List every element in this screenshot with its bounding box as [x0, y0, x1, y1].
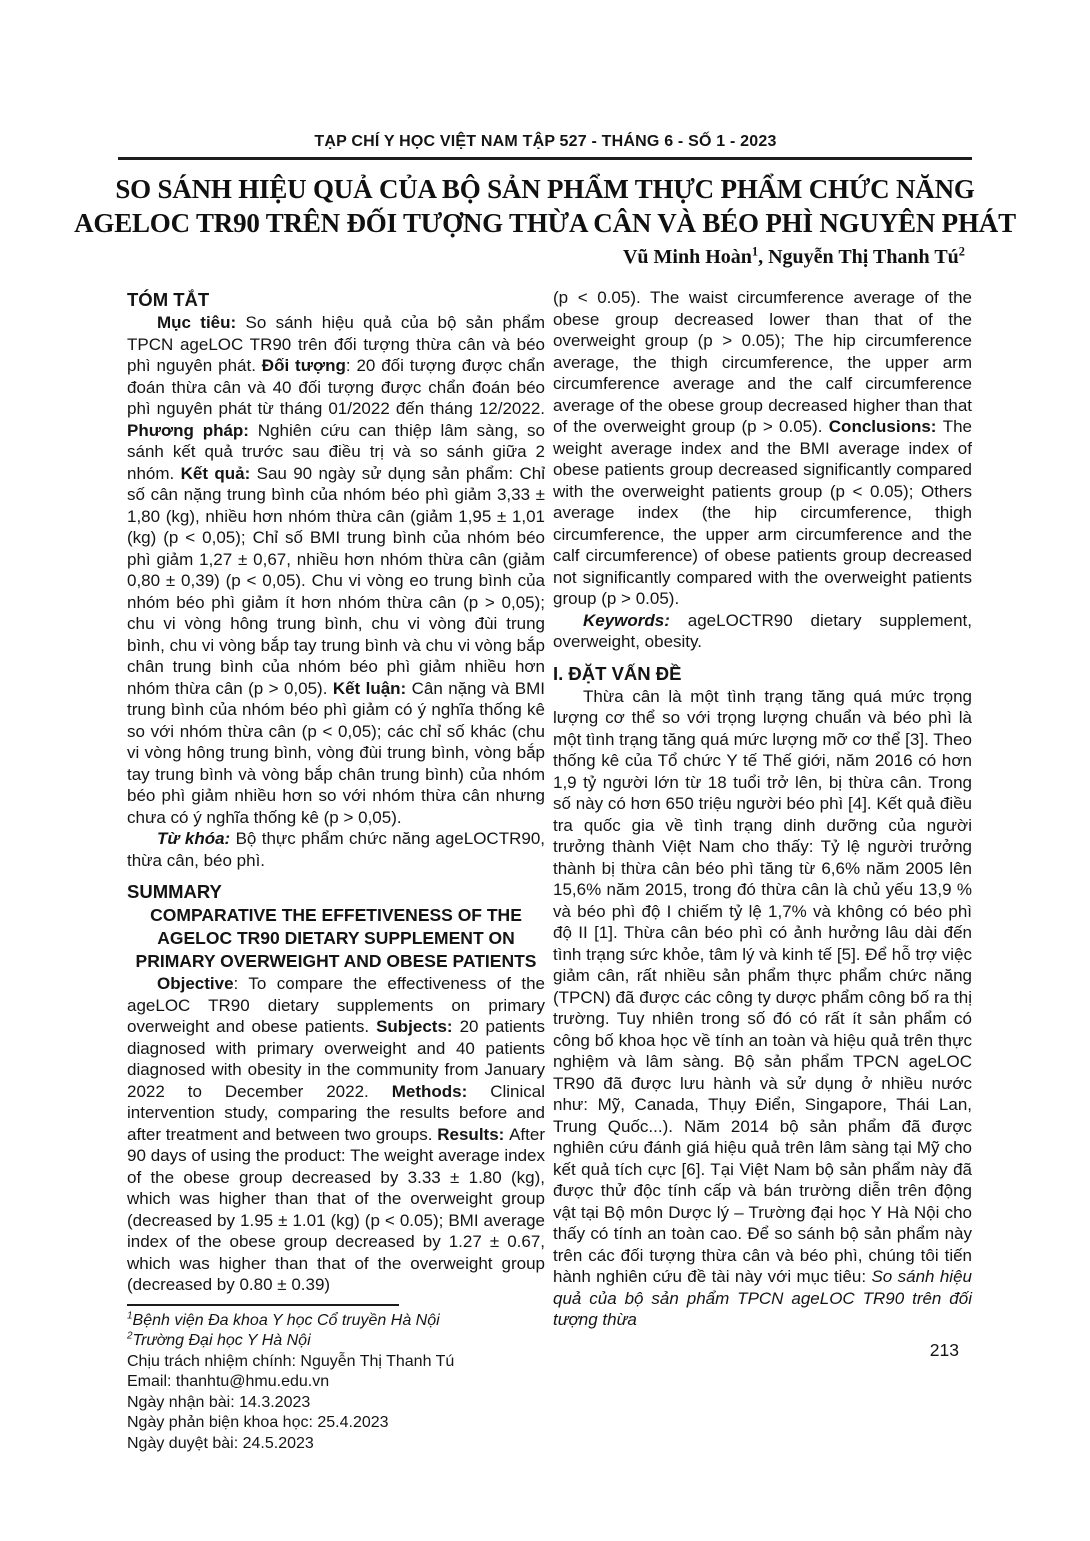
right-column	[553, 287, 972, 1331]
english-keywords-paragraph: Keywords: ageLOCTR90 dietary supplement, overweight, obesity.	[553, 610, 972, 651]
footnote-affiliation-2: $^2$Trường Đại học Y Hà Nội	[127, 1330, 311, 1349]
footnote-received-date: Ngày nhận bài: 14.3.2023	[127, 1393, 311, 1411]
summary-paragraph: Objective: To compare the effectiveness of the ageLOC TR90 dietary supplements on primary overweight and obese patients. Subjects: 20 patients diagnosed with primary overweight and 40 patients diagnosed with obesity in the community from January 2022 to December 2022. Methods: Clinical intervention study, comparing the results before and after treatment and between two groups. Results: After 90 days of using the product: The weight average index of the obese group decreased by 3.33 ± 1.80 (kg), which was higher than that of the overweight group (decreased by 1.95 ± 1.01 (kg) (p < 0.05); BMI average index of the obese group decreased by 1.27 ± 0.67, which was higher than that of the overweight group (decreased by 0.80 ± 0.39)	[127, 974, 545, 1294]
footnote-accepted-date: Ngày duyệt bài: 24.5.2023	[127, 1434, 314, 1452]
footnote-block	[127, 1304, 545, 1455]
page-number: 213	[929, 1340, 959, 1360]
footnote-divider	[127, 1304, 399, 1306]
article-title-line-1: SO SÁNH HIỆU QUẢ CỦA BỘ SẢN PHẨM THỰC PHẨM CHỨC NĂNG	[115, 174, 975, 204]
introduction-heading: I. ĐẶT VẤN ĐỀ	[553, 662, 682, 684]
footnote-email: Email: thanhtu@hmu.edu.vn	[127, 1373, 330, 1390]
footnote-affiliation-1: $^1$Bệnh viện Đa khoa Y học Cổ truyền Hà Nội	[127, 1310, 440, 1329]
abstract-paragraph: Mục tiêu: So sánh hiệu quả của bộ sản phẩm TPCN ageLOC TR90 trên đối tượng thừa cân và béo phì nguyên phát. Đối tượng: 20 đối tượng được chẩn đoán thừa cân và 40 đối tượng được chẩn đoán béo phì nguyên phát từ tháng 01/2022 đến tháng 12/2022. Phương pháp: Nghiên cứu can thiệp lâm sàng, so sánh kết quả trước sau điều trị và so sánh giữa 2 nhóm. Kết quả: Sau 90 ngày sử dụng sản phẩm: Chỉ số cân nặng trung bình của nhóm béo phì giảm 3,33 ± 1,80 (kg), nhiều hơn nhóm thừa cân (giảm 1,95 ± 1,01 (kg) (p < 0,05); Chỉ số BMI trung bình của nhóm béo phì giảm 1,27 ± 0,67, nhiều hơn nhóm thừa cân (giảm 0,80 ± 0,39) (p < 0,05). Chu vi vòng eo trung bình của nhóm béo phì giảm ít hơn nhóm thừa cân (p > 0,05); chu vi vòng hông trung bình, chu vi vòng đùi trung bình, chu vi vòng bắp tay trung bình và chu vi vòng bắp chân trung bình của nhóm béo phì giảm nhiều hơn nhóm thừa cân (p > 0,05). Kết luận: Cân nặng và BMI trung bình của nhóm béo phì giảm có ý nghĩa thống kê so với nhóm thừa cân (p < 0,05); các chỉ số khác (chu vi vòng hông trung bình, vòng đùi trung bình, vòng bắp tay trung bình và vòng bắp chân trung bình) của nhóm béo phì giảm nhiều hơn so với nhóm thừa cân nhưng chưa có ý nghĩa thống kê (p > 0,05).	[127, 313, 545, 827]
footnote-review-date: Ngày phản biện khoa học: 25.4.2023	[127, 1414, 389, 1431]
abstract-keywords: Từ khóa: Bộ thực phẩm chức năng ageLOCTR90, thừa cân, béo phì.	[127, 829, 545, 870]
journal-header: TẠP CHÍ Y HỌC VIỆT NAM TẬP 527 - THÁNG 6 - SỐ 1 - 2023	[314, 133, 777, 150]
left-column	[127, 287, 545, 1454]
article-title-line-2: AGELOC TR90 TRÊN ĐỐI TƯỢNG THỪA CÂN VÀ BÉO PHÌ NGUYÊN PHÁT	[74, 208, 1016, 238]
summary-heading: SUMMARY	[127, 881, 222, 902]
article-title	[60, 172, 1030, 240]
abstract-heading: TÓM TẮT	[127, 289, 210, 310]
summary-continuation-paragraph: (p < 0.05). The waist circumference average of the obese group decreased lower than that of the overweight group (p > 0.05); The hip circumference average, the thigh circumference, the upper arm circumference average and the calf circumference average of the obese group decreased higher than that of the overweight group (p > 0.05). Conclusions: The weight average index and the BMI average index of obese patients group decreased significantly compared with the overweight patients group (p < 0.05); Others average index (the hip circumference, thigh circumference, the upper arm circumference and the calf circumference) of obese patients group decreased not significantly compared with the overweight patients group (p > 0.05).	[553, 288, 972, 608]
introduction-paragraph: Thừa cân là một tình trạng tăng quá mức trọng lượng cơ thể so với trọng lượng chuẩn và béo phì là một tình trạng tăng quá mức lượng mỡ cơ thể [3]. Theo thống kê của Tổ chức Y tế Thế giới, năm 2016 có hơn 1,9 tỷ người lớn từ 18 tuổi trở lên, bị thừa cân. Trong số này có hơn 650 triệu người béo phì [4]. Kết quả điều tra quốc gia về tình trạng dinh dưỡng của người trưởng thành Việt Nam cho thấy: Tỷ lệ người trưởng thành bị thừa cân béo phì tăng từ 6,6% năm 2005 lên 15,6% năm 2015, trong đó thừa cân là chủ yếu 13,9 % và béo phì độ I chiếm tỷ lệ 1,7% và không có béo phì độ II [1]. Thừa cân béo phì có ảnh hưởng lâu dài đến tình trạng sức khỏe, tâm lý và kinh tế [5]. Để hỗ trợ việc giảm cân, rất nhiều sản phẩm thực phẩm chức năng (TPCN) đã được các công ty dược phẩm công bố ra thị trường. Tuy nhiên trong số đó có rất ít sản phẩm có công bố khoa học về tính an toàn và hiệu quả trên thực nghiệm và lâm sàng. Bộ sản phẩm TPCN ageLOC TR90 đã được lưu hành và sử dụng ở nhiều nước như: Mỹ, Canada, Thụy Điển, Singapore, Thái Lan, Trung Quốc...). Năm 2014 bộ sản phẩm đã được nghiên cứu đánh giá hiệu quả trên lâm sàng tại Mỹ cho kết quả tích cực [6]. Tại Việt Nam bộ sản phẩm này đã được thử độc tính cấp và bán trường diễn trên động vật tại Bộ môn Dược lý – Trường đại học Y Hà Nội cho thấy có tính an toàn cao. Để so sánh bộ sản phẩm này trên các đối tượng thừa cân và béo phì, chúng tôi tiến hành nghiên cứu đề tài này với mục tiêu: So sánh hiệu quả của bộ sản phẩm TPCN ageLOC TR90 trên đối tượng thừa	[553, 686, 972, 1329]
summary-title: COMPARATIVE THE EFFETIVENESS OF THE AGELOC TR90 DIETARY SUPPLEMENT ON PRIMARY OVERWEIGHT AND OBESE PATIENTS	[135, 905, 537, 971]
header-divider	[118, 157, 972, 160]
footnote-corresponding-author: Chịu trách nhiệm chính: Nguyễn Thị Thanh Tú	[127, 1352, 455, 1370]
authors: Vũ Minh Hoàn$^1$, Nguyễn Thị Thanh $Tú^2$	[622, 244, 965, 268]
